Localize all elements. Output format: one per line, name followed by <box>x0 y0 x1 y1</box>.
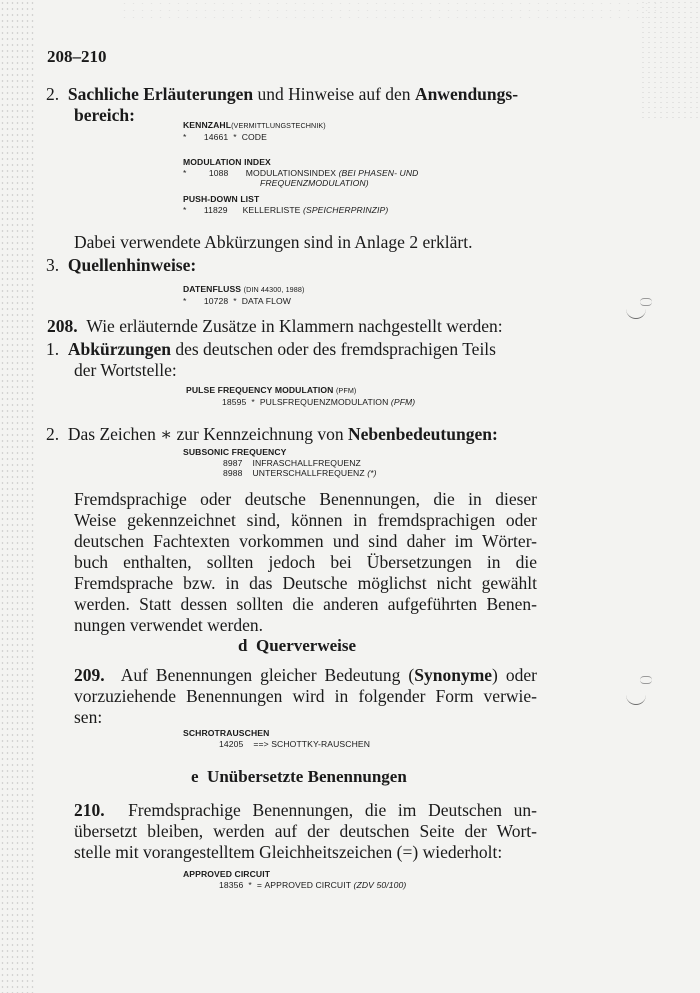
paragraph-210: 210. Fremdsprachige Benennungen, die im Deutschen un- übersetzt bleiben, werden auf der deutschen Seite der Wort- stelle mit vorangestelltem Gleichheitszeichen (=) wiederholt: <box>74 800 538 862</box>
asterisk-symbol: ∗ <box>160 424 173 444</box>
example-entry-schrotrauschen: SCHROTRAUSCHEN 14205 ==> SCHOTTKY-RAUSCHEN <box>183 728 371 749</box>
margin-mark <box>640 298 652 306</box>
paragraph-line: buch enthalten, sollten jedoch bei Übersetzungen in die <box>74 552 537 572</box>
margin-mark <box>626 304 646 319</box>
paragraph-line: Fremdsprachige oder deutsche Benennungen, die in dieser <box>74 489 537 509</box>
item-1-line2: der Wortstelle: <box>74 360 177 380</box>
paragraph-line: nungen verwendet werden. <box>74 615 264 635</box>
paragraph-line: werden. Statt dessen sollten die anderen aufgeführten Benen- <box>74 594 537 614</box>
item-number: 2. <box>46 84 60 104</box>
scan-noise-top <box>120 0 660 22</box>
paragraph-209: 209. Auf Benennungen gleicher Bedeutung (Synonyme) oder vorzuziehende Benennungen wird in folgender Form verwie- sen: <box>74 665 537 727</box>
item-2-line2: bereich: <box>74 105 135 125</box>
section-heading-e: e Unübersetzte Benennungen <box>191 767 407 786</box>
example-entry-pfm: PULSE FREQUENCY MODULATION (PFM) 18595 * PULSFREQUENZMODULATION (PFM) <box>186 385 416 407</box>
example-entry-approved-circuit: APPROVED CIRCUIT 18356 * = APPROVED CIRCUIT (ZDV 50/100) <box>183 869 407 890</box>
section-heading-d: d Querverweise <box>238 636 357 655</box>
paragraph-line: Fremdsprache bzw. in das Deutsche möglichst nicht gewählt <box>74 573 537 593</box>
item-3-heading: 3. Quellenhinweise: <box>46 255 197 275</box>
example-entry-push-down-list: PUSH-DOWN LIST * 11829 KELLERLISTE (SPEICHERPRINZIP) <box>183 194 389 215</box>
paragraph-line: Weise gekennzeichnet sind, können in fremdsprachigen oder <box>74 510 537 530</box>
paragraph-line: deutschen Fachtexten vorkommen und sind daher im Wörter- <box>74 531 537 551</box>
example-entry-kennzahl: KENNZAHL(VERMITTLUNGSTECHNIK) * 14661 * CODE <box>183 120 326 142</box>
explanation-paragraph <box>74 489 537 636</box>
margin-mark <box>626 690 646 705</box>
item-2-line1: 2. Sachliche Erläuterungen und Hinweise auf den Anwendungs- <box>46 84 519 104</box>
example-entry-modulation-index: MODULATION INDEX * 1088 MODULATIONSINDEX (BEI PHASEN- UND FREQUENZMODULATION) <box>183 157 419 188</box>
running-head: 208–210 <box>47 47 107 66</box>
item-1-line1: 1. Abkürzungen des deutschen oder des fremdsprachigen Teils <box>46 339 496 359</box>
example-entry-datenfluss: DATENFLUSS (DIN 44300, 1988) * 10728 * DATA FLOW <box>183 284 305 306</box>
abbreviation-note: Dabei verwendete Abkürzungen sind in Anlage 2 erklärt. <box>74 232 473 252</box>
arrow-symbol: ==> <box>253 738 269 749</box>
example-entry-subsonic: SUBSONIC FREQUENCY 8987 INFRASCHALLFREQUENZ 8988 UNTERSCHALLFREQUENZ (*) <box>183 447 377 478</box>
scan-noise-left <box>0 0 34 993</box>
margin-mark <box>640 676 652 684</box>
item-2b-line: 2. Das Zeichen ∗ zur Kennzeichnung von Nebenbedeutungen: <box>46 424 498 444</box>
paragraph-208: 208. Wie erläuternde Zusätze in Klammern nachgestellt werden: <box>47 316 503 336</box>
